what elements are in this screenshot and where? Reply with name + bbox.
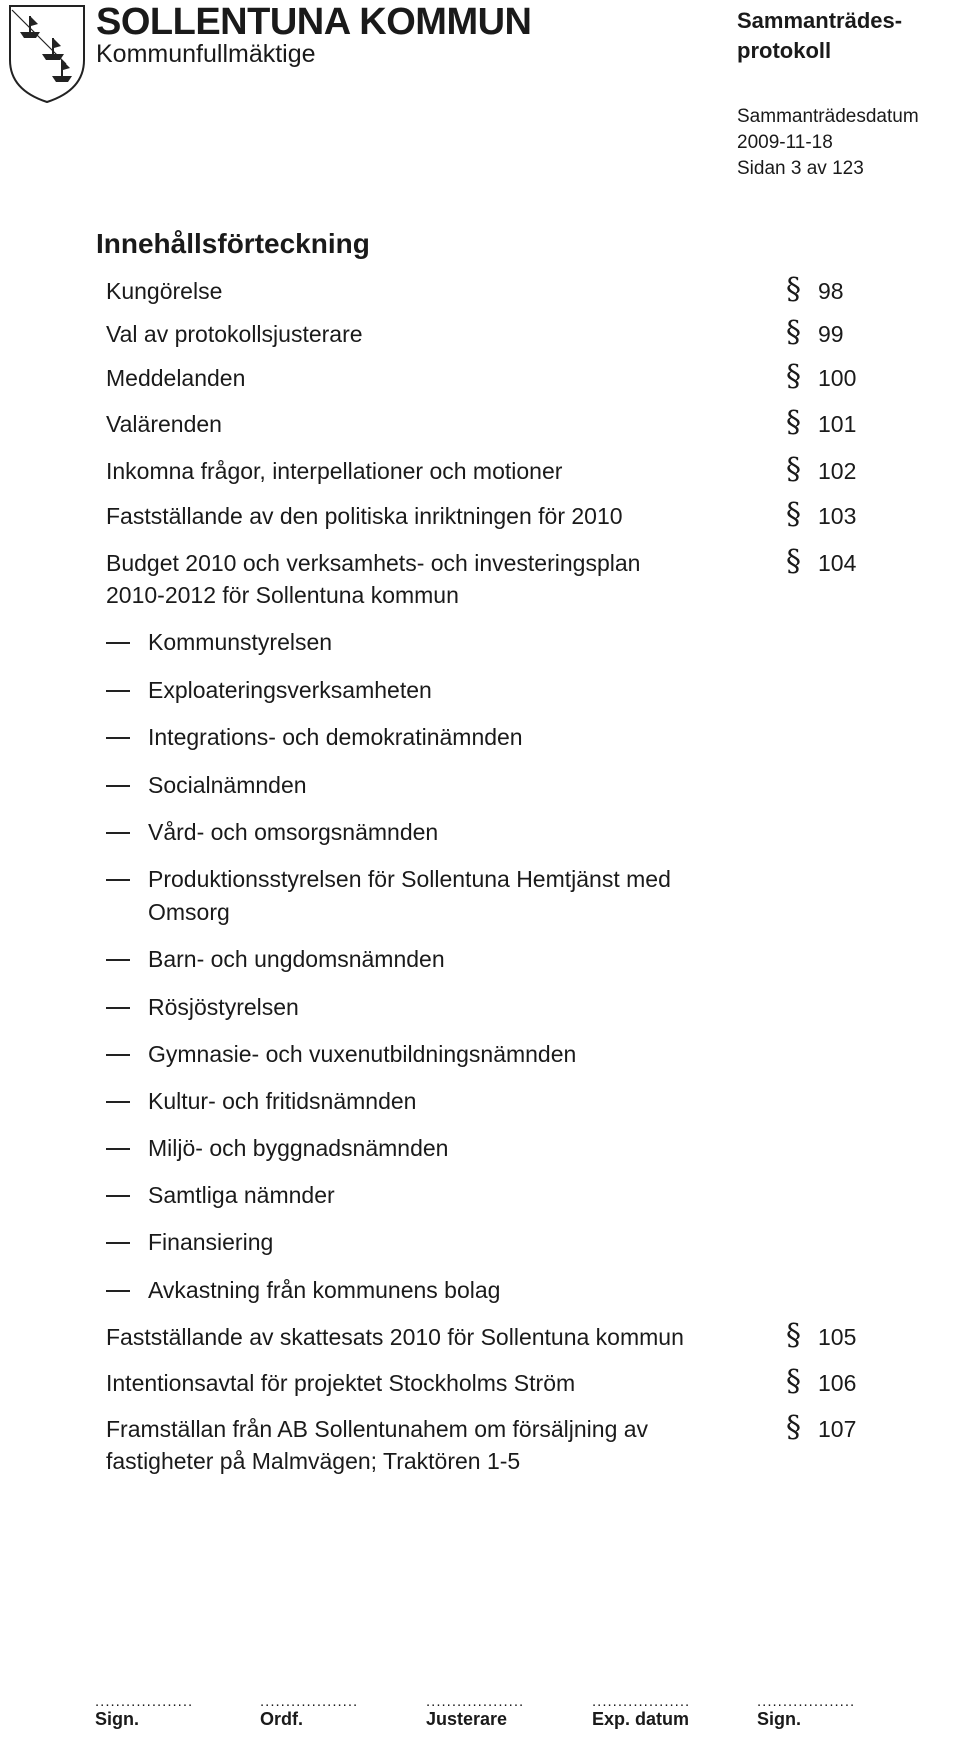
toc-subitem (148, 1038, 576, 1071)
toc-item-number: 103 (818, 503, 857, 529)
toc-subitem (148, 816, 438, 849)
document-type (737, 6, 902, 66)
dash-marker (106, 959, 130, 961)
toc-item-number: 101 (818, 411, 857, 437)
toc-subitem (148, 943, 445, 976)
toc-item-number: 105 (818, 1324, 857, 1350)
signature-dots: ................... (426, 1693, 525, 1710)
adjuster-label: Justerare (426, 1709, 508, 1729)
toc-subitem (148, 1274, 500, 1307)
toc-item-number: 104 (818, 550, 857, 576)
dash-marker (106, 832, 130, 834)
toc-subitem (148, 991, 299, 1024)
dispatch-date-label: Exp. datum (592, 1709, 690, 1729)
dash-marker (106, 690, 130, 692)
dash-marker (106, 1007, 130, 1009)
toc-item-title: Kungörelse (106, 278, 223, 304)
signature-dots: ................... (260, 1693, 359, 1710)
toc-item-title: Fastställande av den politiska inriktningen för 2010 (106, 503, 623, 529)
toc-item-number: 107 (818, 1416, 857, 1442)
municipal-crest-logo (6, 2, 88, 104)
signature-field (757, 1695, 855, 1730)
document-type-line-1: Sammanträdes- (737, 8, 903, 33)
section-symbol: § (786, 1364, 801, 1399)
toc-subitem (148, 1179, 335, 1212)
section-symbol: § (786, 405, 801, 440)
toc-subitem (148, 674, 432, 707)
toc-item-title-continued: 2010-2012 för Sollentuna kommun (106, 582, 459, 608)
toc-item-number: 98 (818, 278, 844, 304)
toc-item-title: Intentionsavtal för projektet Stockholms Ström (106, 1370, 576, 1396)
toc-item-title: Fastställande av skattesats 2010 för Sollentuna kommun (106, 1324, 684, 1350)
meeting-date-value: 2009-11-18 (737, 132, 833, 153)
dash-marker (106, 1054, 130, 1056)
section-symbol: § (786, 272, 801, 307)
toc-subitem (148, 721, 523, 754)
section-symbol: § (786, 497, 801, 532)
meeting-date-label: Sammanträdesdatum (737, 106, 919, 127)
toc-item-reference (786, 359, 857, 395)
meeting-meta (737, 104, 919, 182)
dash-marker (106, 1148, 130, 1150)
toc-subitem (148, 1226, 273, 1259)
adjuster-field (426, 1695, 524, 1730)
toc-item-title-continued: fastigheter på Malmvägen; Traktören 1-5 (106, 1448, 521, 1474)
toc-item-reference (786, 1364, 857, 1400)
toc-item-title: Val av protokollsjusterare (106, 321, 363, 347)
section-symbol: § (786, 1318, 801, 1353)
toc-item-reference (786, 452, 857, 488)
toc-item-reference (786, 1410, 857, 1446)
dash-marker (106, 737, 130, 739)
toc-item-title: Framställan från AB Sollentunahem om försäljning av (106, 1416, 649, 1442)
toc-item-reference (786, 272, 844, 308)
toc-subitem-label: Kultur- och fritidsnämnden (148, 1088, 417, 1114)
dispatch-date-field (592, 1695, 690, 1730)
toc-subitem (148, 863, 671, 896)
toc-subitem (148, 1085, 416, 1118)
toc-subitem-label: Avkastning från kommunens bolag (148, 1277, 501, 1303)
section-symbol: § (786, 315, 801, 350)
toc-item-number: 100 (818, 365, 857, 391)
chair-label: Ordf. (260, 1709, 303, 1729)
toc-subitem (148, 1132, 448, 1165)
toc-subitem-continued: Omsorg (148, 899, 230, 925)
organization-name: SOLLENTUNA KOMMUN (96, 1, 532, 43)
section-symbol: § (786, 452, 801, 487)
toc-subitem-label: Socialnämnden (148, 772, 307, 798)
toc-subitem-label: Produktionsstyrelsen för Sollentuna Hemtjänst med (148, 866, 671, 892)
dash-marker (106, 785, 130, 787)
toc-item-title: Valärenden (106, 411, 222, 437)
toc-subitem-label: Rösjöstyrelsen (148, 994, 299, 1020)
toc-item-title: Budget 2010 och verksamhets- och investeringsplan (106, 550, 641, 576)
toc-item-reference (786, 544, 857, 580)
toc-subitem-label: Vård- och omsorgsnämnden (148, 819, 439, 845)
toc-heading: Innehållsförteckning (96, 228, 370, 259)
toc-item-reference (786, 315, 844, 351)
toc-subitem-label: Kommunstyrelsen (148, 629, 333, 655)
toc-subitem-label: Exploateringsverksamheten (148, 677, 432, 703)
signature-field (95, 1695, 193, 1730)
toc-item-reference (786, 405, 857, 441)
toc-subitem-label: Barn- och ungdomsnämnden (148, 946, 445, 972)
signature-dots: ................... (592, 1693, 691, 1710)
toc-item-number: 99 (818, 321, 844, 347)
dash-marker (106, 642, 130, 644)
document-type-line-2: protokoll (737, 38, 832, 63)
toc-subitem-label: Samtliga nämnder (148, 1182, 335, 1208)
dash-marker (106, 879, 130, 881)
dash-marker (106, 1195, 130, 1197)
section-symbol: § (786, 544, 801, 579)
organization-subtitle: Kommunfullmäktige (96, 40, 316, 68)
signature-label: Sign. (95, 1709, 139, 1729)
toc-subitem-label: Gymnasie- och vuxenutbildningsnämnden (148, 1041, 577, 1067)
signature-dots: ................... (95, 1693, 194, 1710)
chair-field (260, 1695, 358, 1730)
toc-subitem-label: Integrations- och demokratinämnden (148, 724, 523, 750)
toc-subitem (148, 626, 332, 659)
toc-item-number: 102 (818, 458, 857, 484)
toc-item-number: 106 (818, 1370, 857, 1396)
dash-marker (106, 1242, 130, 1244)
toc-item-title: Inkomna frågor, interpellationer och motioner (106, 458, 563, 484)
signature-label: Sign. (757, 1709, 801, 1729)
section-symbol: § (786, 1410, 801, 1445)
toc-subitem (148, 769, 307, 802)
dash-marker (106, 1290, 130, 1292)
section-symbol: § (786, 359, 801, 394)
toc-subitem-label: Miljö- och byggnadsnämnden (148, 1135, 449, 1161)
toc-item-reference (786, 1318, 857, 1354)
signature-dots: ................... (757, 1693, 856, 1710)
toc-item-reference (786, 497, 857, 533)
toc-item-title: Meddelanden (106, 365, 246, 391)
toc-subitem-label: Finansiering (148, 1229, 274, 1255)
dash-marker (106, 1101, 130, 1103)
page-info: Sidan 3 av 123 (737, 158, 864, 179)
